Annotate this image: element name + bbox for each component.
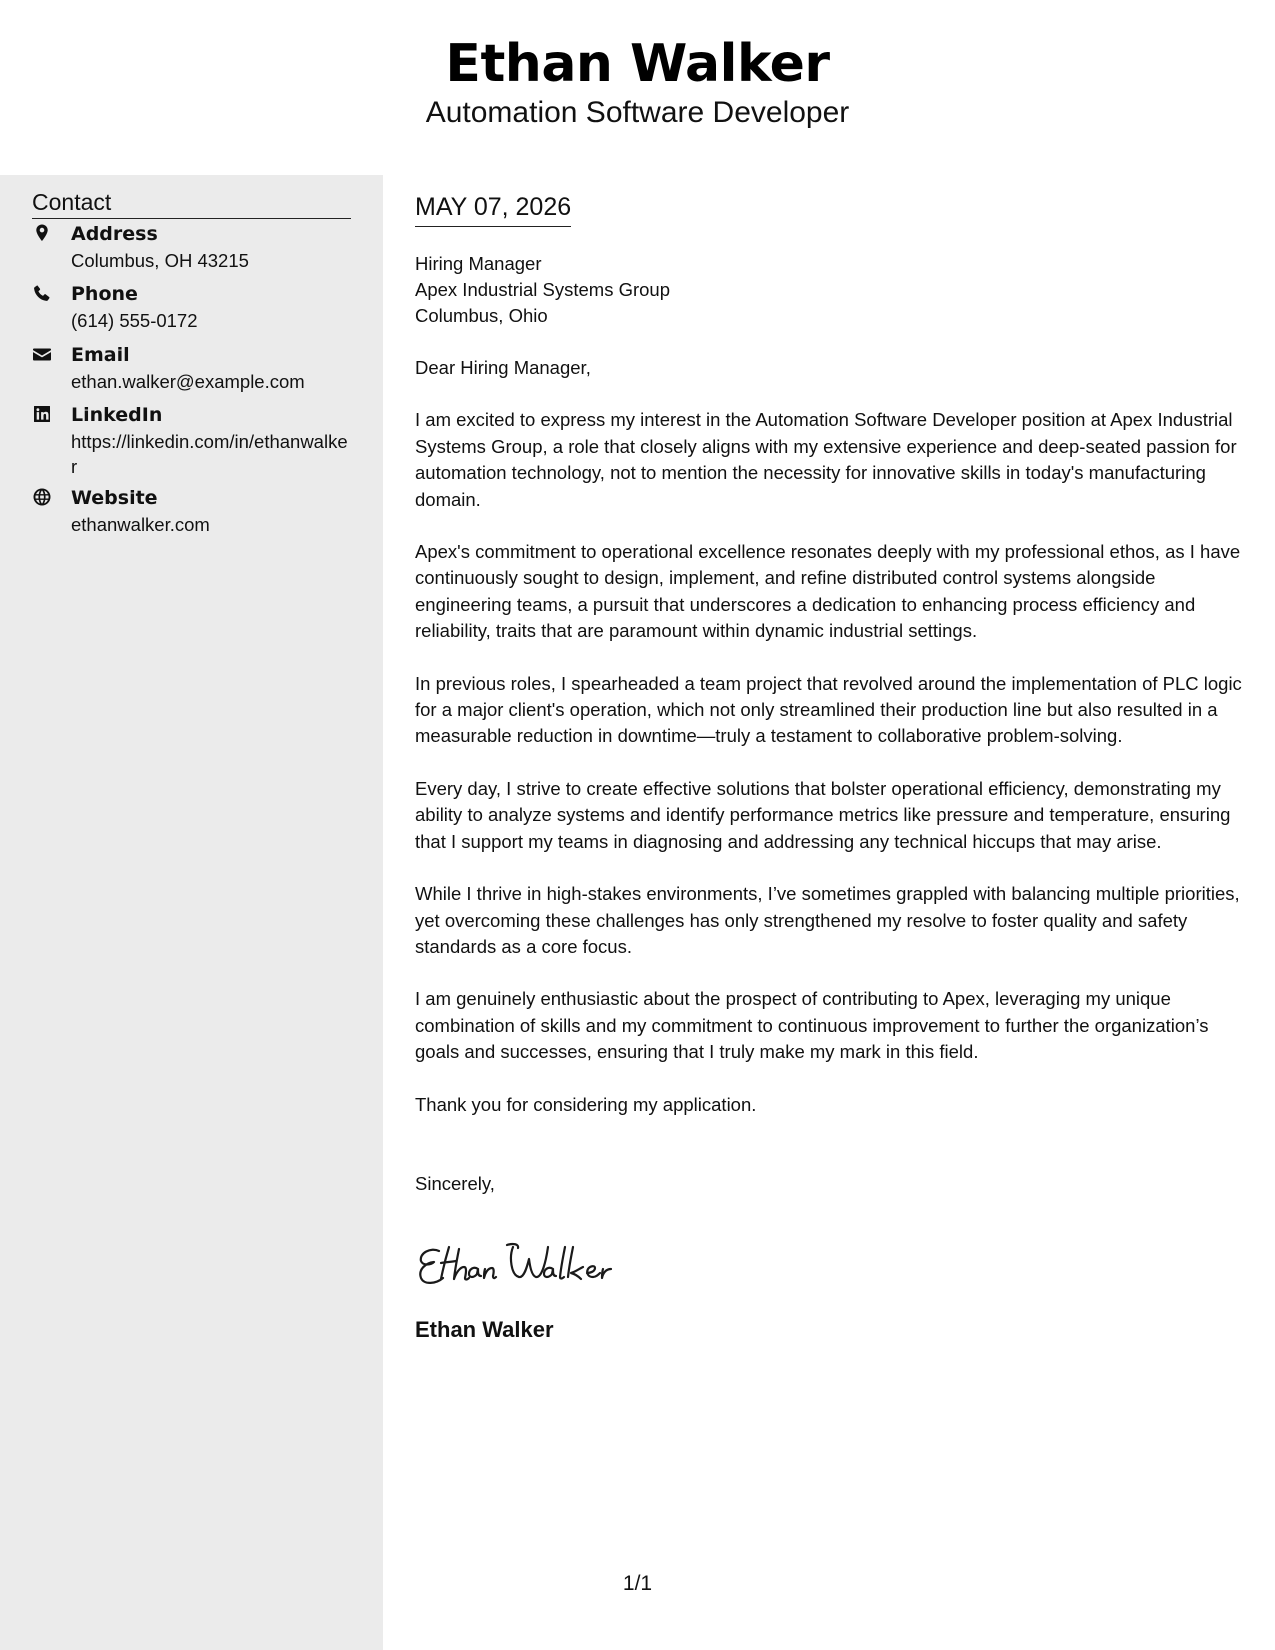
map-pin-icon: [32, 223, 54, 245]
contact-heading: Contact: [32, 189, 351, 219]
contact-value: (614) 555-0172: [71, 310, 198, 331]
paragraph: Thank you for considering my application.: [415, 1093, 757, 1115]
globe-icon: [32, 487, 54, 509]
page-number: 1/1: [622, 1572, 653, 1595]
envelope-icon: [32, 344, 54, 366]
applicant-job-title: Automation Software Developer: [425, 96, 850, 129]
paragraph: Every day, I strive to create effective solutions that bolster operational efficiency, demonstrating my ability to analyze systems and identify performance metrics like pressure and temperature, ensuring that I support my teams in diagnosing and addressing any technical hiccups that may arise.: [415, 777, 1231, 852]
recipient-line: Apex Industrial Systems Group: [415, 279, 670, 300]
recipient-block: [415, 251, 670, 329]
handwritten-signature: [415, 1233, 645, 1293]
contact-value: Columbus, OH 43215: [71, 250, 249, 271]
contact-label: LinkedIn: [71, 404, 163, 426]
contact-label: Address: [71, 223, 158, 245]
greeting: Dear Hiring Manager,: [415, 357, 591, 378]
closing: Sincerely,: [415, 1173, 495, 1194]
contact-sidebar: [0, 175, 383, 1650]
contact-value: https://linkedin.com/in/ethanwalker: [71, 431, 348, 477]
paragraph: In previous roles, I spearheaded a team project that revolved around the implementation of PLC logic for a major client's operation, which not only streamlined their production line but also resulted in a measurable reduction in downtime—truly a testament to collaborative problem-solving.: [415, 672, 1242, 747]
contact-label: Phone: [71, 283, 138, 305]
letter-header: [0, 0, 1275, 175]
recipient-line: Columbus, Ohio: [415, 305, 548, 326]
applicant-name: Ethan Walker: [445, 34, 830, 94]
signer-name: Ethan Walker: [415, 1317, 554, 1342]
contact-label: Website: [71, 487, 158, 509]
contact-value: ethanwalker.com: [71, 514, 210, 535]
paragraph: I am genuinely enthusiastic about the prospect of contributing to Apex, leveraging my unique combination of skills and my commitment to continuous improvement to further the organization’s goals and successes, ensuring that I truly make my mark in this field.: [415, 988, 1209, 1063]
letter-text: [415, 355, 1250, 1144]
paragraph: Apex's commitment to operational excellence resonates deeply with my professional ethos, as I have continuously sought to design, implement, and refine distributed control systems alongside engineering teams, a pursuit that underscores a dedication to enhancing process efficiency and reliability, traits that are paramount within dynamic industrial settings.: [415, 541, 1241, 642]
contact-value: ethan.walker@example.com: [71, 371, 305, 392]
phone-icon: [32, 283, 54, 305]
contact-label: Email: [71, 344, 130, 366]
paragraph: I am excited to express my interest in the Automation Software Developer position at Apex Industrial Systems Group, a role that closely aligns with my extensive experience and deep-seated passion for automation technology, not to mention the necessity for innovative skills in today's manufacturing domain.: [415, 409, 1237, 510]
linkedin-icon: [32, 404, 54, 426]
paragraph: While I thrive in high-stakes environments, I’ve sometimes grappled with balancing multiple priorities, yet overcoming these challenges has only strengthened my resolve to foster quality and safety standards as a core focus.: [415, 883, 1240, 957]
letter-date: MAY 07, 2026: [415, 193, 571, 227]
recipient-line: Hiring Manager: [415, 253, 542, 274]
